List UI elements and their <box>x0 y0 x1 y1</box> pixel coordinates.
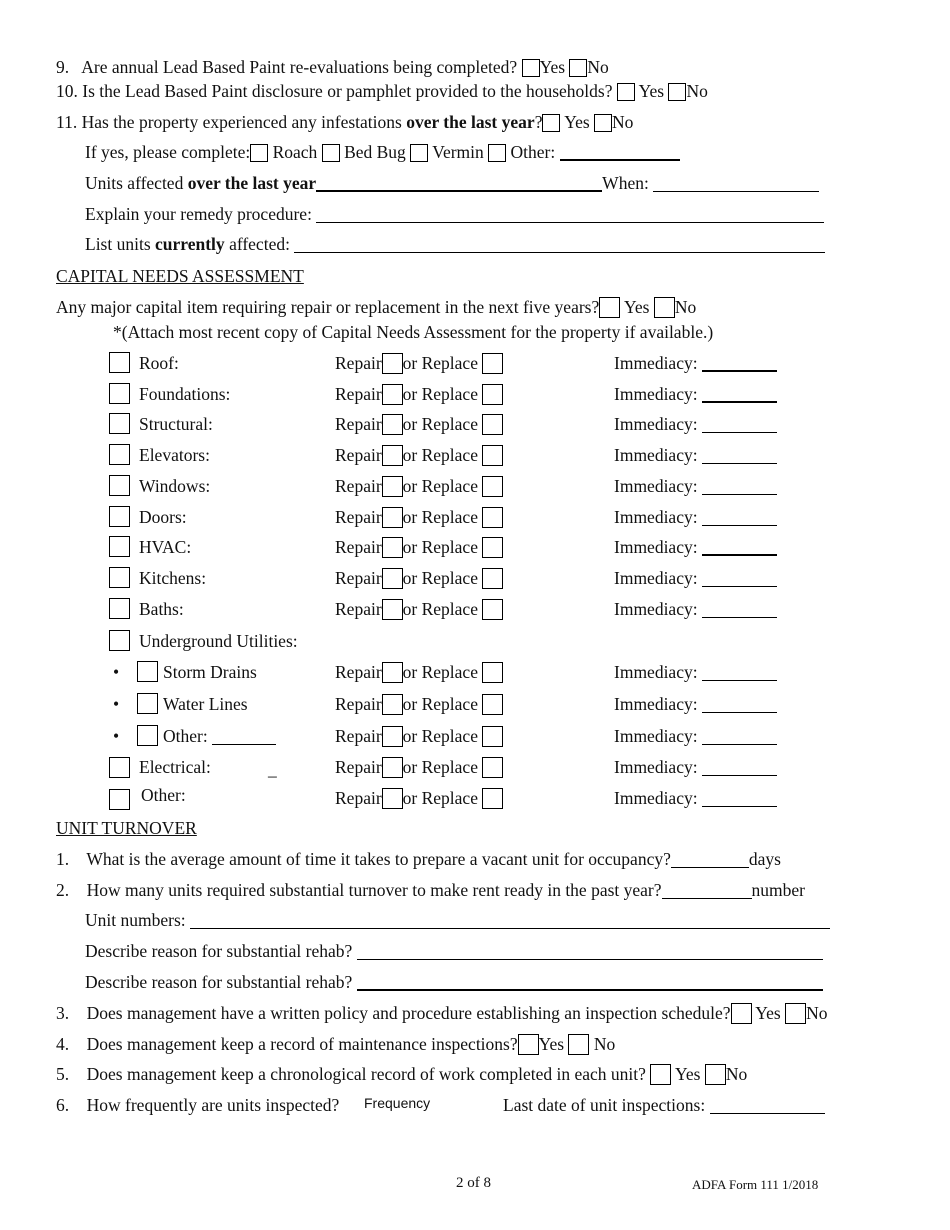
q2-number-field[interactable] <box>662 882 752 899</box>
turnover-q5 <box>56 1064 747 1085</box>
kitchens-checkbox[interactable] <box>109 567 130 588</box>
replace-label: or Replace <box>402 599 478 619</box>
question-number: 1. <box>56 849 70 869</box>
water-lines-label-group <box>163 694 248 714</box>
repair-label: Repair <box>335 476 382 496</box>
electrical-replace-checkbox[interactable] <box>482 757 503 778</box>
yes-label: Yes <box>755 1003 781 1023</box>
bedbug-checkbox[interactable] <box>322 144 340 162</box>
number-label: number <box>751 880 805 900</box>
electrical-mark: _ <box>268 759 277 779</box>
replace-label: or Replace <box>402 353 478 373</box>
form-id: ADFA Form 111 1/2018 <box>692 1177 819 1192</box>
hvac-label: HVAC: <box>139 537 192 557</box>
structural-replace-checkbox[interactable] <box>482 414 503 435</box>
vermin-checkbox[interactable] <box>410 144 428 162</box>
kitchens-replace-checkbox[interactable] <box>482 568 503 589</box>
baths-immediacy-field[interactable] <box>702 601 777 618</box>
yes-label: Yes <box>564 112 590 132</box>
baths-checkbox[interactable] <box>109 598 130 619</box>
hvac-immediacy <box>614 537 777 557</box>
question-9 <box>56 57 609 77</box>
foundations-replace-checkbox[interactable] <box>482 384 503 405</box>
baths-replace-checkbox[interactable] <box>482 599 503 620</box>
capital-question <box>56 297 696 318</box>
windows-replace-checkbox[interactable] <box>482 476 503 497</box>
q5-yes-checkbox[interactable] <box>650 1064 671 1085</box>
replace-label: or Replace <box>402 662 478 682</box>
question-text: Does management keep a chronological record of work completed in each unit? <box>86 1064 646 1084</box>
question-text: Has the property experienced any infestations <box>81 112 407 132</box>
storm-drains-immediacy <box>614 662 777 682</box>
unit-numbers-field[interactable] <box>190 912 830 929</box>
roof-immediacy-field[interactable] <box>702 354 777 372</box>
repair-label: Repair <box>335 445 382 465</box>
elevators-repair-checkbox[interactable] <box>382 445 403 466</box>
question-number: 2. <box>56 880 70 900</box>
foundations-checkbox[interactable] <box>109 383 130 404</box>
elevators-repair-group <box>335 445 503 466</box>
immediacy-label: Immediacy: <box>614 507 698 527</box>
when-field[interactable] <box>653 175 819 192</box>
question-text: How frequently are units inspected? <box>86 1095 340 1115</box>
foundations-immediacy-field[interactable] <box>702 385 777 403</box>
question-text: Is the Lead Based Paint disclosure or pamphlet provided to the households? <box>82 81 613 101</box>
q11-no-checkbox[interactable] <box>594 114 612 132</box>
capital-needs-heading: CAPITAL NEEDS ASSESSMENT <box>56 266 304 286</box>
units-affected-label: Units affected <box>85 173 188 193</box>
q9-yes-checkbox[interactable] <box>522 59 540 77</box>
question-text: Are annual Lead Based Paint re-evaluations being completed? <box>81 57 518 77</box>
repair-label: Repair <box>335 384 382 404</box>
replace-label: or Replace <box>402 414 478 434</box>
repair-label: Repair <box>335 694 382 714</box>
roof-repair-checkbox[interactable] <box>382 353 403 374</box>
storm-drains-checkbox[interactable] <box>137 661 158 682</box>
no-label: No <box>593 1034 616 1054</box>
immediacy-label: Immediacy: <box>614 726 698 746</box>
immediacy-label: Immediacy: <box>614 353 698 373</box>
units-currently-field[interactable] <box>294 236 825 253</box>
yes-label: Yes <box>623 297 650 317</box>
windows-immediacy-field[interactable] <box>702 478 777 495</box>
other-utility-field[interactable] <box>212 728 276 745</box>
immediacy-label: Immediacy: <box>614 662 698 682</box>
repair-label: Repair <box>335 537 382 557</box>
rehab-reason-field-2[interactable] <box>357 973 823 991</box>
replace-label: or Replace <box>402 788 478 808</box>
no-label: No <box>612 112 634 132</box>
list-units-label-end: affected: <box>224 234 290 254</box>
turnover-q1 <box>56 849 781 869</box>
foundations-repair-checkbox[interactable] <box>382 384 403 405</box>
other-utility-label-group <box>163 726 276 746</box>
other-capital-repair-group <box>335 788 503 809</box>
capital-note: *(Attach most recent copy of Capital Needs Assessment for the property if available.) <box>113 322 714 342</box>
turnover-q4 <box>56 1034 615 1055</box>
list-units-bold: currently <box>155 234 225 254</box>
roof-label: Roof: <box>139 353 179 373</box>
immediacy-label: Immediacy: <box>614 757 698 777</box>
foundations-repair-group <box>335 384 503 405</box>
question-mark: ? <box>534 112 543 132</box>
immediacy-label: Immediacy: <box>614 476 698 496</box>
immediacy-label: Immediacy: <box>614 414 698 434</box>
structural-repair-checkbox[interactable] <box>382 414 403 435</box>
storm-drains-replace-checkbox[interactable] <box>482 662 503 683</box>
immediacy-label: Immediacy: <box>614 445 698 465</box>
doors-immediacy-field[interactable] <box>702 509 777 526</box>
replace-label: or Replace <box>402 694 478 714</box>
yes-label: Yes <box>538 1034 565 1054</box>
water-lines-label: Water Lines <box>163 694 248 714</box>
windows-label: Windows: <box>139 476 211 496</box>
foundations-immediacy <box>614 384 777 404</box>
water-lines-repair-checkbox[interactable] <box>382 694 403 715</box>
units-affected-row <box>85 173 819 193</box>
electrical-immediacy <box>614 757 777 777</box>
storm-drains-label: Storm Drains <box>163 662 257 682</box>
yes-label: Yes <box>539 57 566 77</box>
q11-yes-checkbox[interactable] <box>542 114 560 132</box>
water-lines-repair-group <box>335 694 503 715</box>
windows-checkbox[interactable] <box>109 475 130 496</box>
kitchens-repair-group <box>335 568 503 589</box>
unit-numbers-row <box>85 910 830 930</box>
other-utility-checkbox[interactable] <box>137 725 158 746</box>
other-capital-immediacy <box>614 788 777 808</box>
remedy-field[interactable] <box>316 206 824 223</box>
immediacy-label: Immediacy: <box>614 568 698 588</box>
remedy-label: Explain your remedy procedure: <box>85 204 312 224</box>
doors-repair-group <box>335 507 503 528</box>
other-capital-replace-checkbox[interactable] <box>482 788 503 809</box>
elevators-replace-checkbox[interactable] <box>482 445 503 466</box>
kitchens-repair-checkbox[interactable] <box>382 568 403 589</box>
yes-label: Yes <box>675 1064 701 1084</box>
baths-immediacy <box>614 599 777 619</box>
question-number: 6. <box>56 1095 70 1115</box>
kitchens-immediacy-field[interactable] <box>702 570 777 587</box>
doors-repair-checkbox[interactable] <box>382 507 403 528</box>
replace-label: or Replace <box>402 757 478 777</box>
no-label: No <box>587 57 609 77</box>
foundations-label: Foundations: <box>139 384 231 404</box>
other-utility-replace-checkbox[interactable] <box>482 726 503 747</box>
elevators-label: Elevators: <box>139 445 210 465</box>
units-affected-bold: over the last year <box>187 173 317 193</box>
q3-no-checkbox[interactable] <box>785 1003 806 1024</box>
question-10 <box>56 81 708 101</box>
other-utility-repair-group <box>335 726 503 747</box>
electrical-immediacy-field[interactable] <box>702 759 777 776</box>
repair-label: Repair <box>335 414 382 434</box>
infestation-types <box>85 142 680 162</box>
other-label: Other: <box>510 142 556 162</box>
days-label: days <box>748 849 781 869</box>
other-utility-immediacy-field[interactable] <box>702 728 777 745</box>
roof-immediacy <box>614 353 777 373</box>
electrical-repair-group <box>335 757 503 778</box>
question-text: Does management have a written policy and procedure establishing an inspection schedule? <box>86 1003 731 1023</box>
storm-drains-label-group <box>163 662 257 682</box>
windows-repair-checkbox[interactable] <box>382 476 403 497</box>
immediacy-label: Immediacy: <box>614 384 698 404</box>
last-inspection-field[interactable] <box>710 1097 825 1114</box>
page-number: 2 of 8 <box>456 1175 491 1191</box>
turnover-q3 <box>56 1003 827 1024</box>
structural-checkbox[interactable] <box>109 413 130 434</box>
other-infestation-field[interactable] <box>560 143 680 161</box>
question-number: 11. <box>56 112 78 132</box>
q4-no-checkbox[interactable] <box>568 1034 589 1055</box>
kitchens-immediacy <box>614 568 777 588</box>
replace-label: or Replace <box>402 537 478 557</box>
question-number: 9. <box>56 57 70 77</box>
if-yes-label: If yes, please complete: <box>85 142 251 162</box>
other-capital-immediacy-field[interactable] <box>702 790 777 807</box>
q5-no-checkbox[interactable] <box>705 1064 726 1085</box>
question-text: Any major capital item requiring repair or replacement in the next five years? <box>56 297 600 317</box>
storm-drains-repair-group <box>335 662 503 683</box>
q9-no-checkbox[interactable] <box>569 59 587 77</box>
q4-yes-checkbox[interactable] <box>518 1034 539 1055</box>
roach-label: Roach <box>272 142 318 162</box>
replace-label: or Replace <box>402 476 478 496</box>
rehab-reason-label: Describe reason for substantial rehab? <box>85 941 353 961</box>
replace-label: or Replace <box>402 445 478 465</box>
replace-label: or Replace <box>402 384 478 404</box>
roof-checkbox[interactable] <box>109 352 130 373</box>
rehab-reason-row-1 <box>85 941 823 961</box>
replace-label: or Replace <box>402 568 478 588</box>
immediacy-label: Immediacy: <box>614 694 698 714</box>
doors-immediacy <box>614 507 777 527</box>
list-units-label: List units <box>85 234 156 254</box>
units-affected-field[interactable] <box>316 174 602 192</box>
electrical-repair-checkbox[interactable] <box>382 757 403 778</box>
frequency-dropdown[interactable]: Frequency <box>364 1095 431 1111</box>
doors-checkbox[interactable] <box>109 506 130 527</box>
storm-drains-repair-checkbox[interactable] <box>382 662 403 683</box>
repair-label: Repair <box>335 568 382 588</box>
repair-label: Repair <box>335 757 382 777</box>
hvac-replace-checkbox[interactable] <box>482 537 503 558</box>
hvac-checkbox[interactable] <box>109 536 130 557</box>
turnover-q6 <box>56 1095 339 1115</box>
underground-utilities-checkbox[interactable] <box>109 630 130 651</box>
no-label: No <box>686 81 708 101</box>
question-text: How many units required substantial turnover to make rent ready in the past year? <box>86 880 662 900</box>
no-label: No <box>725 1064 748 1084</box>
bullet: • <box>113 726 120 746</box>
other-utility-immediacy <box>614 726 777 746</box>
hvac-repair-checkbox[interactable] <box>382 537 403 558</box>
question-text: What is the average amount of time it takes to prepare a vacant unit for occupancy? <box>86 849 671 869</box>
question-11 <box>56 112 633 132</box>
storm-drains-immediacy-field[interactable] <box>702 664 777 681</box>
structural-repair-group <box>335 414 503 435</box>
q1-days-field[interactable] <box>671 851 749 868</box>
q10-yes-checkbox[interactable] <box>617 83 635 101</box>
remedy-row <box>85 204 824 224</box>
hvac-repair-group <box>335 537 503 558</box>
unit-numbers-label: Unit numbers: <box>85 910 186 930</box>
roach-checkbox[interactable] <box>250 144 268 162</box>
rehab-reason-field-1[interactable] <box>357 943 823 960</box>
immediacy-label: Immediacy: <box>614 599 698 619</box>
vermin-label: Vermin <box>432 142 484 162</box>
electrical-checkbox[interactable] <box>109 757 130 778</box>
water-lines-immediacy-field[interactable] <box>702 696 777 713</box>
structural-immediacy <box>614 414 777 434</box>
roof-repair-group <box>335 353 503 374</box>
q10-no-checkbox[interactable] <box>668 83 686 101</box>
water-lines-checkbox[interactable] <box>137 693 158 714</box>
bullet: • <box>113 694 120 714</box>
immediacy-label: Immediacy: <box>614 537 698 557</box>
elevators-immediacy-field[interactable] <box>702 447 777 464</box>
repair-label: Repair <box>335 507 382 527</box>
bullet: • <box>113 662 120 682</box>
rehab-reason-row-2 <box>85 972 823 992</box>
repair-label: Repair <box>335 599 382 619</box>
repair-label: Repair <box>335 726 382 746</box>
no-label: No <box>806 1003 828 1023</box>
units-currently-row <box>85 234 825 254</box>
no-label: No <box>674 297 697 317</box>
elevators-checkbox[interactable] <box>109 444 130 465</box>
capital-no-checkbox[interactable] <box>654 297 675 318</box>
elevators-immediacy <box>614 445 777 465</box>
other-capital-repair-checkbox[interactable] <box>382 788 403 809</box>
doors-replace-checkbox[interactable] <box>482 507 503 528</box>
doors-label: Doors: <box>139 507 187 527</box>
turnover-q2 <box>56 880 805 900</box>
replace-label: or Replace <box>402 726 478 746</box>
windows-repair-group <box>335 476 503 497</box>
repair-label: Repair <box>335 788 382 808</box>
other-utility-repair-checkbox[interactable] <box>382 726 403 747</box>
other-infestation-checkbox[interactable] <box>488 144 506 162</box>
baths-label: Baths: <box>139 599 184 619</box>
question-text-bold: over the last year <box>406 112 535 132</box>
question-number: 5. <box>56 1064 70 1084</box>
water-lines-immediacy <box>614 694 777 714</box>
question-number: 4. <box>56 1034 70 1054</box>
baths-repair-checkbox[interactable] <box>382 599 403 620</box>
underground-utilities-label: Underground Utilities: <box>139 631 298 651</box>
kitchens-label: Kitchens: <box>139 568 207 588</box>
electrical-label: Electrical: <box>139 757 211 777</box>
baths-repair-group <box>335 599 503 620</box>
capital-yes-checkbox[interactable] <box>599 297 620 318</box>
immediacy-label: Immediacy: <box>614 788 698 808</box>
rehab-reason-label: Describe reason for substantial rehab? <box>85 972 353 992</box>
structural-label: Structural: <box>139 414 213 434</box>
repair-label: Repair <box>335 662 382 682</box>
roof-replace-checkbox[interactable] <box>482 353 503 374</box>
repair-label: Repair <box>335 353 382 373</box>
when-label: When: <box>602 173 649 193</box>
other-capital-label: Other: <box>141 785 186 805</box>
question-number: 3. <box>56 1003 70 1023</box>
water-lines-replace-checkbox[interactable] <box>482 694 503 715</box>
question-text: Does management keep a record of maintenance inspections? <box>86 1034 518 1054</box>
hvac-immediacy-field[interactable] <box>702 538 777 556</box>
last-inspection-label: Last date of unit inspections: <box>503 1095 706 1115</box>
windows-immediacy <box>614 476 777 496</box>
q3-yes-checkbox[interactable] <box>731 1003 752 1024</box>
unit-turnover-heading: UNIT TURNOVER <box>56 818 197 838</box>
question-number: 10. <box>56 81 78 101</box>
replace-label: or Replace <box>402 507 478 527</box>
yes-label: Yes <box>638 81 665 101</box>
last-inspection-row <box>503 1095 825 1115</box>
bedbug-label: Bed Bug <box>344 142 406 162</box>
structural-immediacy-field[interactable] <box>702 416 777 433</box>
other-capital-checkbox[interactable] <box>109 789 130 810</box>
other-utility-label: Other: <box>163 726 208 746</box>
